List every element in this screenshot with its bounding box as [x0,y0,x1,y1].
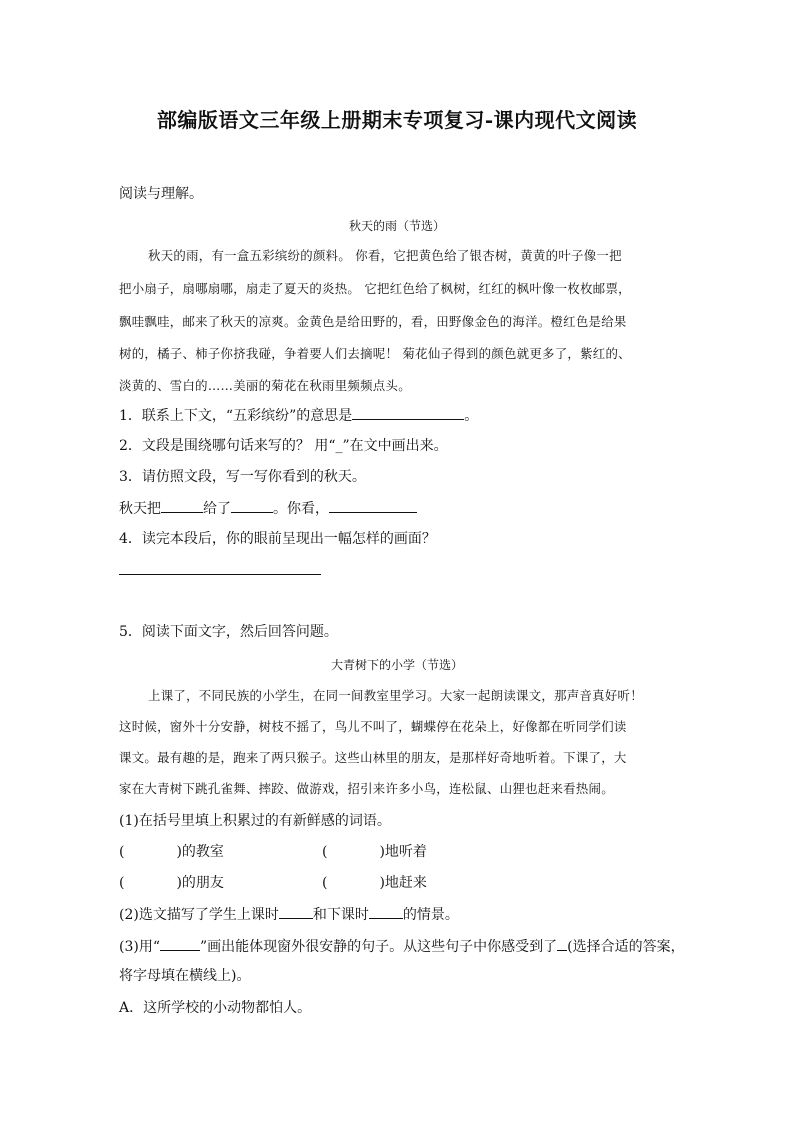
question-1 [119,405,478,426]
sub-question-2 [119,904,459,925]
fill-text: 秋天把 [119,501,161,517]
fill-text: )地赶来 [379,875,427,891]
passage-line: 树的，橘子、柿子你挤我碰，争着要人们去摘呢！ 菊花仙子得到的颜色就更多了，紫红的、 [119,346,631,361]
fill-text: 给了 [203,501,231,517]
paren: ( [322,875,328,891]
answer-blank[interactable] [557,936,567,951]
sub-question-3-cont: 将字母填在横线上)。 [119,968,251,984]
answer-line[interactable] [119,574,321,575]
question-text: 。 [464,408,479,424]
fill-paren-left [119,842,224,862]
answer-blank[interactable] [352,405,464,420]
fill-text: )的教室 [176,844,224,860]
fill-text: )的朋友 [176,875,224,891]
passage-line: 课文。最有趣的是，跑来了两只猴子。这些山林里的朋友，是那样好奇地听着。下课了，大 [119,750,627,765]
passage-line: 淡黄的、雪白的……美丽的菊花在秋雨里频频点头。 [119,378,411,393]
passage-line: 秋天的雨，有一盒五彩缤纷的颜料。 你看，它把黄色给了银杏树，黄黄的叶子像一把 [148,248,622,263]
answer-blank[interactable] [279,904,313,919]
question-3-fill [119,498,417,519]
question-text: 的情景。 [402,907,459,923]
question-text: (3)用“ [119,939,160,955]
fill-text: )地听着 [379,844,427,860]
fill-paren-left [119,873,224,893]
passage-title: 大青树下的小学（节选） [330,658,463,672]
answer-blank[interactable] [231,498,273,513]
page-title: 部编版语文三年级上册期末专项复习-课内现代文阅读 [156,108,638,132]
passage-line: 把小扇子，扇哪扇哪，扇走了夏天的炎热。 它把红色给了枫树，红红的枫叶像一枚枚邮票， [119,281,631,296]
answer-blank[interactable] [160,936,200,951]
sub-question-1: (1)在括号里填上积累过的有新鲜感的词语。 [119,813,391,829]
question-2: 2．文段是围绕哪句话来写的？ 用“_”在文中画出来。 [119,438,448,454]
fill-text: 。你看， [273,501,329,517]
section-intro: 阅读与理解。 [119,186,203,202]
option-a: A．这所学校的小动物都怕人。 [119,1000,312,1016]
paren: ( [119,875,125,891]
question-text: (2)选文描写了学生上课时 [119,907,279,923]
question-text: 和下课时 [312,907,369,923]
passage-title: 秋天的雨（节选） [348,219,445,233]
question-3: 3．请仿照文段，写一写你看到的秋天。 [119,469,366,485]
answer-blank[interactable] [329,498,417,513]
passage-line: 家在大青树下跳孔雀舞、摔跤、做游戏，招引来许多小鸟，连松鼠、山狸也赶来看热闹。 [119,781,614,796]
answer-blank[interactable] [161,498,203,513]
paren: ( [322,844,328,860]
passage-line: 这时候，窗外十分安静，树枝不摇了，鸟儿不叫了，蝴蝶停在花朵上，好像都在听同学们读 [119,719,627,734]
question-text: ”画出能体现窗外很安静的句子。从这些句子中你感受到了 [200,939,558,955]
fill-paren-right [322,842,427,862]
paren: ( [119,844,125,860]
answer-blank[interactable] [369,904,403,919]
passage-line: 飘哇飘哇，邮来了秋天的凉爽。金黄色是给田野的，看，田野像金色的海洋。橙红色是给果 [119,314,627,329]
passage-line: 上课了，不同民族的小学生，在同一间教室里学习。大家一起朗读课文，那声音真好听！ [148,688,643,703]
question-5: 5．阅读下面文字，然后回答问题。 [119,624,338,640]
question-text: (选择合适的答案， [567,939,685,955]
sub-question-3 [119,936,685,957]
question-4: 4．读完本段后，你的眼前呈现出一幅怎样的画面？ [119,531,436,547]
fill-paren-right [322,873,427,893]
question-text: 1．联系上下文，“五彩缤纷”的意思是 [119,408,353,424]
